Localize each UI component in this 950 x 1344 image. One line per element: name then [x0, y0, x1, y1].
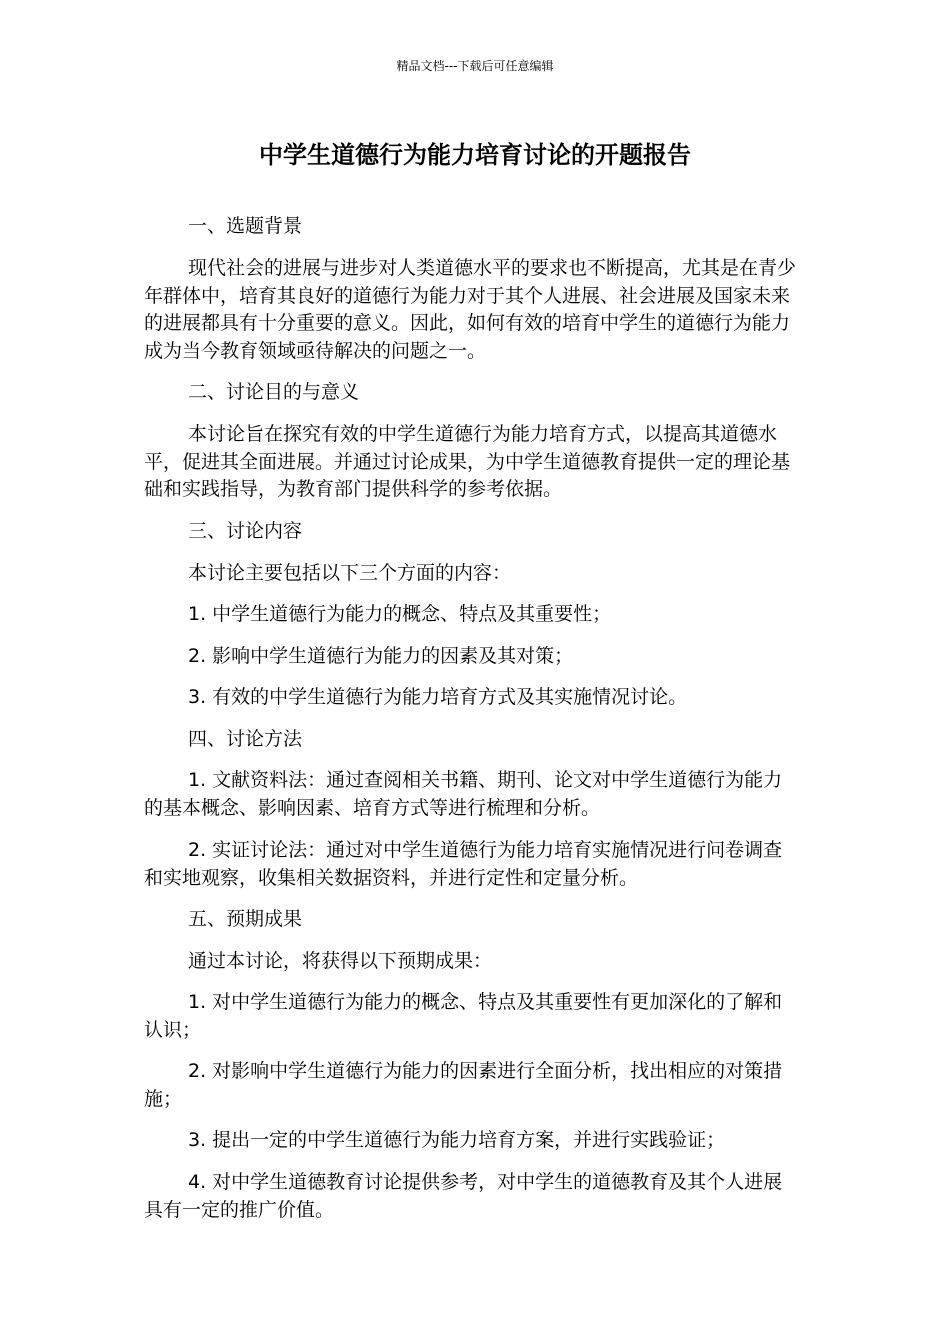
- section-heading-background: 一、选题背景: [188, 215, 303, 237]
- paragraph-background: 现代社会的进展与进步对人类道德水平的要求也不断提高，尤其是在青少年群体中，培育其良好的道德行为能力对于其个人进展、社会进展及国家未来的进展都具有十分重要的意义。因此，如何有效的培育中学生的道德行为能力成为当今教育领域亟待解决的问题之一。: [144, 257, 797, 362]
- list-item-content-3: 3. 有效的中学生道德行为能力培育方式及其实施情况讨论。: [188, 686, 688, 708]
- list-item-method-2: 2. 实证讨论法：通过对中学生道德行为能力培育实施情况进行问卷调查和实地观察，收集相关数据资料，并进行定性和定量分析。: [144, 839, 783, 889]
- section-heading-content: 三、讨论内容: [188, 520, 303, 542]
- list-item-content-1: 1. 中学生道德行为能力的概念、特点及其重要性；: [188, 603, 612, 625]
- section-heading-methods: 四、讨论方法: [188, 728, 303, 750]
- paragraph-content-intro: 本讨论主要包括以下三个方面的内容：: [188, 562, 512, 584]
- list-item-outcome-1: 1. 对中学生道德行为能力的概念、特点及其重要性有更加深化的了解和认识；: [144, 991, 783, 1041]
- section-heading-outcomes: 五、预期成果: [188, 908, 303, 930]
- list-item-outcome-3: 3. 提出一定的中学生道德行为能力培育方案，并进行实践验证；: [188, 1129, 726, 1151]
- list-item-content-2: 2. 影响中学生道德行为能力的因素及其对策；: [188, 645, 574, 667]
- section-heading-purpose: 二、讨论目的与意义: [188, 381, 360, 403]
- page-header-note: 精品文档---下载后可任意编辑: [396, 59, 554, 73]
- list-item-outcome-4: 4. 对中学生道德教育讨论提供参考，对中学生的道德教育及其个人进展具有一定的推广价值。: [144, 1171, 783, 1221]
- list-item-outcome-2: 2. 对影响中学生道德行为能力的因素进行全面分析，找出相应的对策措施；: [144, 1060, 783, 1110]
- document-title: 中学生道德行为能力培育讨论的开题报告: [259, 141, 691, 169]
- list-item-method-1: 1. 文献资料法：通过查阅相关书籍、期刊、论文对中学生道德行为能力的基本概念、影响因素、培育方式等进行梳理和分析。: [144, 769, 783, 819]
- paragraph-outcomes-intro: 通过本讨论，将获得以下预期成果：: [188, 950, 493, 972]
- paragraph-purpose: 本讨论旨在探究有效的中学生道德行为能力培育方式，以提高其道德水平，促进其全面进展。并通过讨论成果，为中学生道德教育提供一定的理论基础和实践指导，为教育部门提供科学的参考依据。: [144, 423, 791, 500]
